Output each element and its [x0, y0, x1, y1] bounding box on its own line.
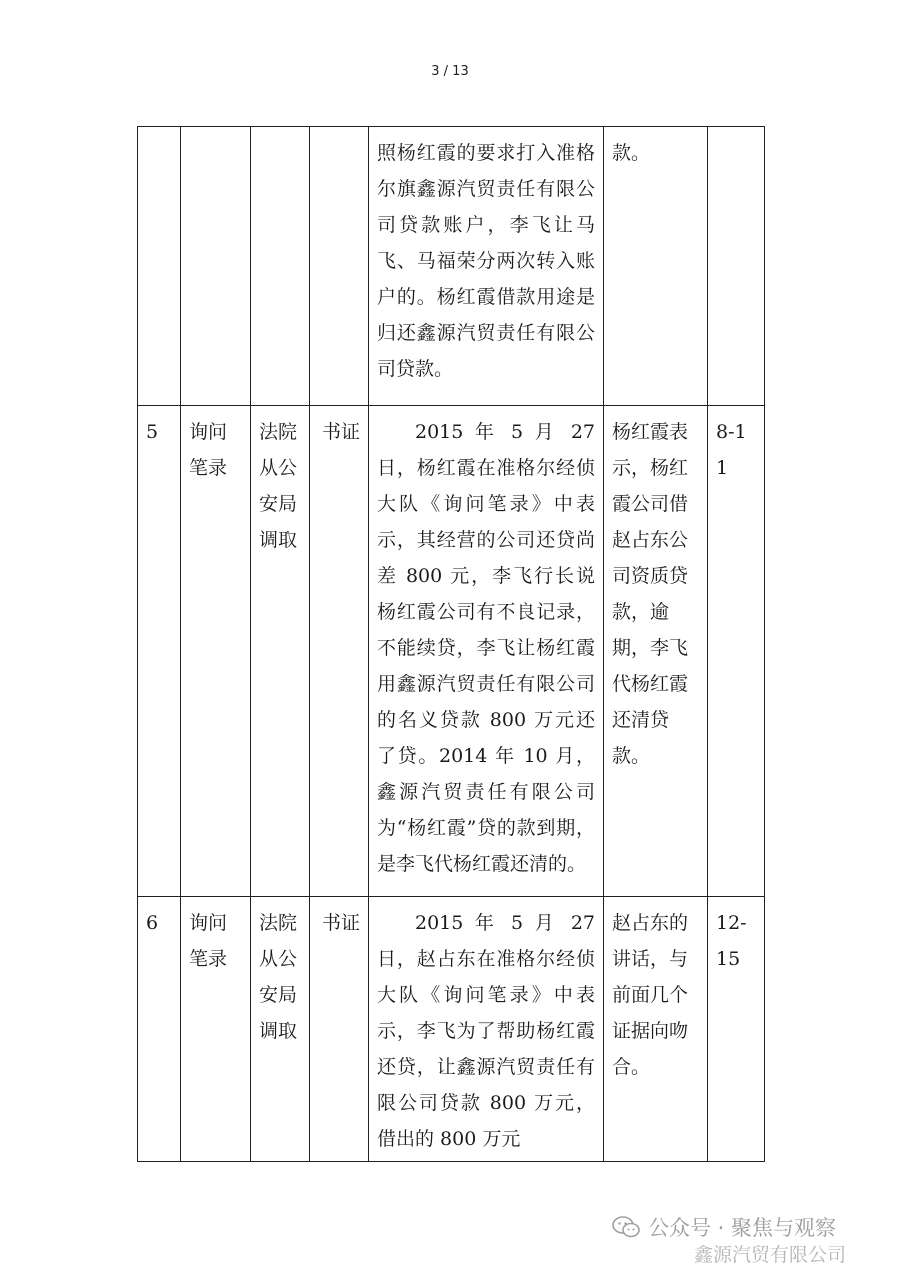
cell-no: 5: [138, 406, 181, 897]
table-row: [138, 897, 765, 1162]
watermark-text: 公众号 · 聚焦与观察: [648, 1216, 837, 1240]
cell-source: [251, 127, 310, 406]
cell-pages: [708, 127, 765, 406]
cell-type: [310, 127, 369, 406]
cell-content: 照杨红霞的要求打入准格尔旗鑫源汽贸责任有限公司贷款账户，李飞让马飞、马福荣分两次转入账户的。杨红霞借款用途是归还鑫源汽贸责任有限公司贷款。: [369, 127, 604, 406]
wechat-icon: [612, 1216, 640, 1238]
cell-purpose: 杨红霞表示，杨红霞公司借赵占东公司资质贷款，逾期，李飞代杨红霞还清贷款。: [604, 406, 708, 897]
table-row: [138, 127, 765, 406]
cell-no: 6: [138, 897, 181, 1162]
cell-pages: 8-11: [708, 406, 765, 897]
watermark-overlay-text: 鑫源汽贸有限公司: [694, 1244, 847, 1266]
cell-purpose: 赵占东的讲话，与前面几个证据向吻合。: [604, 897, 708, 1162]
page-indicator: 3 / 13: [431, 64, 469, 79]
table-row: [138, 406, 765, 897]
cell-no: [138, 127, 181, 406]
cell-type: 书证: [310, 897, 369, 1162]
cell-source: 法院从公安局调取: [251, 406, 310, 897]
cell-name: [181, 127, 251, 406]
cell-type: 书证: [310, 406, 369, 897]
cell-content: 2015 年 5 月 27 日，赵占东在准格尔经侦大队《询问笔录》中表示，李飞为了帮助杨红霞还贷，让鑫源汽贸责任有限公司贷款 800 万元，借出的 800 万元: [369, 897, 604, 1162]
cell-source: 法院从公安局调取: [251, 897, 310, 1162]
watermark: [612, 1212, 836, 1242]
cell-purpose: 款。: [604, 127, 708, 406]
evidence-table: [137, 126, 765, 1162]
cell-name: 询问笔录: [181, 406, 251, 897]
cell-content: 2015 年 5 月 27 日，杨红霞在准格尔经侦大队《询问笔录》中表示，其经营的公司还贷尚差 800 元，李飞行长说杨红霞公司有不良记录，不能续贷，李飞让杨红霞用鑫源汽贸责任有限公司的名义贷款 800 万元还了贷。2014 年 10 月，鑫源汽贸责任有限公司为“杨红霞”贷的款到期，是李飞代杨红霞还清的。: [369, 406, 604, 897]
cell-name: 询问笔录: [181, 897, 251, 1162]
cell-pages: 12-15: [708, 897, 765, 1162]
